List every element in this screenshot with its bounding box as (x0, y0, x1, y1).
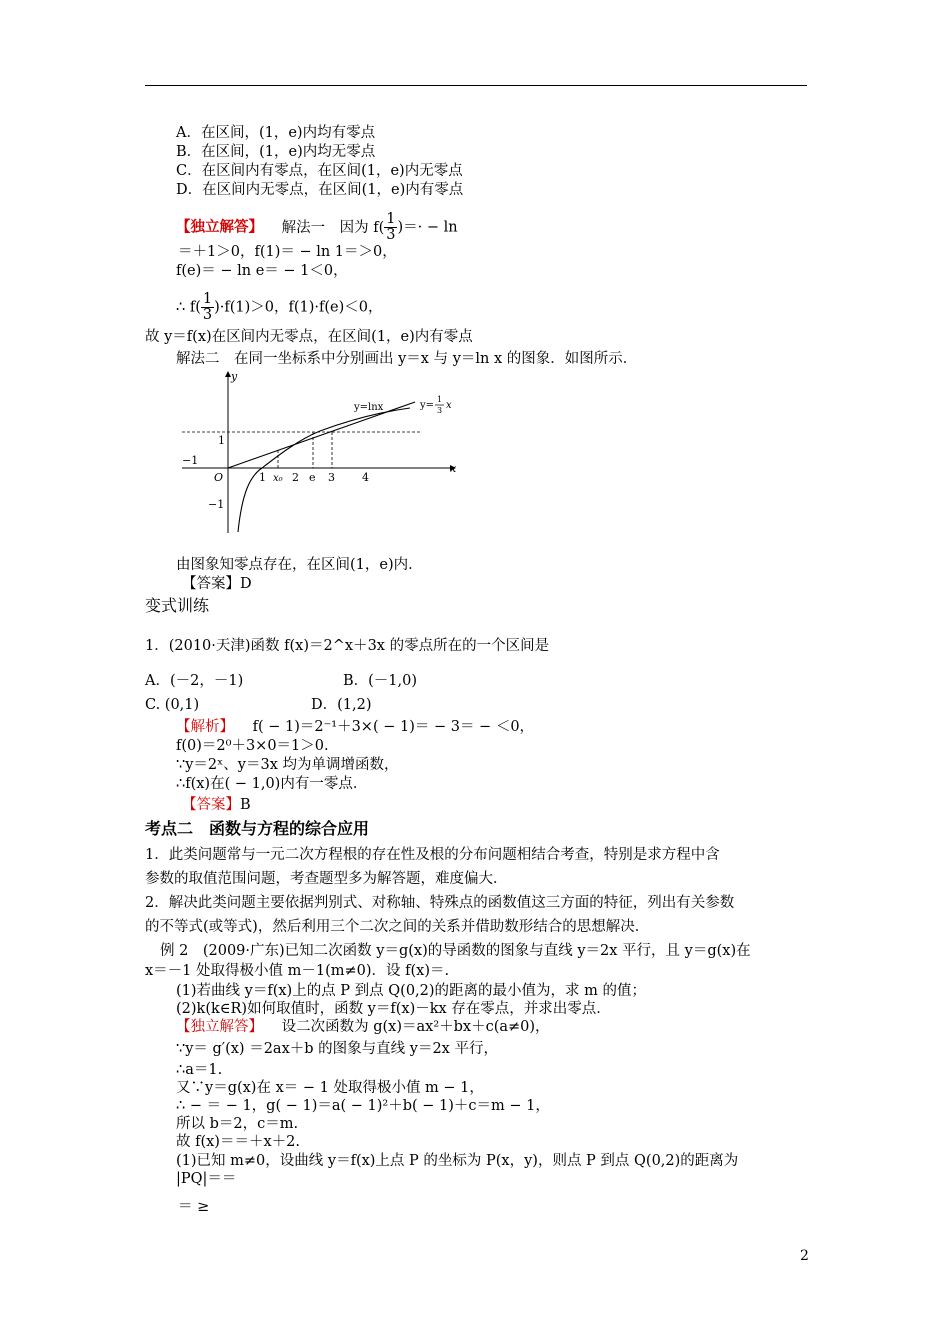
solution-2-line-1: 【独立解答】 设二次函数为 g(x)＝ax²＋bx＋c(a≠0)， (176, 1019, 550, 1035)
ex-option-d: D．(1,2) (311, 697, 372, 713)
analysis-tag: 【解析】 (176, 719, 234, 735)
conclusion-line: 故 y＝f(x)在区间内无零点，在区间(1，e)内有零点 (145, 329, 473, 345)
solution-2-line-9: |PQ|＝＝ (176, 1171, 237, 1187)
solution-2-line-3: ∴a＝1. (176, 1062, 223, 1078)
x-tick-2: 2 (292, 471, 299, 484)
solution-line-3: f(e)＝ − ln e＝ − 1＜0， (176, 263, 348, 279)
answer-d: 【答案】D (182, 576, 252, 592)
solution-2-line-6: 所以 b＝2，c＝m. (176, 1116, 299, 1132)
ex-option-b: B．(－1,0) (343, 673, 418, 689)
solution-2-line-2: ∵y＝ g′(x) ＝2ax＋b 的图象与直线 y＝2x 平行， (176, 1041, 498, 1057)
option-a: A．在区间，(1，e)内均有零点 (176, 125, 376, 141)
answer-b-value: B (240, 797, 251, 813)
x-tick-e: e (309, 471, 316, 484)
method-one-tail: )＝· − ln (397, 219, 458, 236)
solution-2-line-7: 故 f(x)＝＝＋x＋2. (176, 1134, 300, 1150)
ex-option-c: C. (0,1) (145, 697, 200, 713)
origin-label: O (214, 471, 224, 484)
solution-2-line-10: ＝ ≥ (178, 1199, 210, 1215)
graph-conclusion: 由图象知零点存在，在区间(1，e)内． (176, 557, 423, 573)
option-c: C．在区间内有零点，在区间(1，e)内无零点 (176, 163, 463, 179)
example-2-part-2: (2)k(k∈R)如何取值时，函数 y＝f(x)－kx 存在零点，并求出零点． (176, 1001, 611, 1017)
fraction-one-third-2: $\frac{1}{3}$ (202, 291, 213, 323)
y-axis-label: y (231, 370, 238, 383)
independent-answer-tag: 【独立解答】 (176, 218, 263, 236)
page-number: 2 (800, 1248, 809, 1264)
x-tick-3: 3 (328, 471, 335, 484)
solution-line-4: ∴ f( $\frac{1}{3}$ )·f(1)＞0，f(1)·f(e)＜0， (176, 291, 383, 323)
example-2-part-1: (1)若曲线 y＝f(x)上的点 P 到点 Q(0,2)的距离的最小值为，求 m 的值； (176, 983, 647, 999)
example-2-line-1: 例 2 (2009·广东)已知二次函数 y＝g(x)的导函数的图象与直线 y＝2x 平行，且 y＝g(x)在 (160, 943, 751, 959)
answer-tag: 【答案】 (182, 797, 240, 813)
exercise-1: 1．(2010·天津)函数 f(x)＝2^x＋3x 的零点所在的一个区间是 (145, 638, 550, 654)
x-tick-neg1: −1 (182, 454, 199, 467)
solution-line-1 (176, 212, 458, 243)
answer-b-line (182, 796, 251, 814)
fraction-one-third: $\frac{1}{3}$ (386, 211, 396, 243)
line-label-x: x (446, 400, 452, 411)
analysis-line-4: ∴f(x)在( − 1,0)内有一零点． (176, 776, 368, 792)
analysis-line-1: 【解析】 f( − 1)＝2⁻¹＋3×( − 1)＝ − 3＝ − ＜0， (176, 719, 535, 735)
example-2-line-2: x＝－1 处取得极小值 m－1(m≠0)．设 f(x)＝. (145, 963, 450, 979)
section-key-point-2: 考点二 函数与方程的综合应用 (145, 819, 370, 838)
paragraph-2-line-2: 的不等式(或等式)，然后利用三个二次之间的关系并借助数形结合的思想解决． (145, 919, 650, 935)
paragraph-2-line-1: 2．解决此类问题主要依据判别式、对称轴、特殊点的函数值这三方面的特征，列出有关参数 (145, 895, 735, 911)
method-one-text: 解法一 因为 f( (281, 219, 385, 236)
solution-2-line-5: ∴ − ＝ − 1，g( − 1)＝a( − 1)²＋b( − 1)＋c＝m − 1， (176, 1098, 550, 1114)
x-tick-1: 1 (259, 471, 266, 484)
y-tick-1: 1 (218, 434, 225, 447)
ln-curve (238, 408, 410, 532)
x-axis-label: x (450, 462, 457, 475)
option-d: D．在区间内无零点，在区间(1，e)内有零点 (176, 182, 464, 198)
y-tick-neg1: −1 (208, 498, 225, 511)
analysis-line-2: f(0)＝2⁰＋3×0＝1＞0. (176, 738, 329, 754)
ex-option-a: A．(－2，－1) (145, 673, 244, 689)
x-tick-4: 4 (362, 471, 369, 484)
lnx-label: y=lnx (354, 402, 384, 413)
method-two-line: 解法二 在同一坐标系中分别画出 y＝x 与 y＝ln x 的图象．如图所示． (176, 351, 638, 367)
header-rule (145, 85, 807, 86)
section-variant-training: 变式训练 (145, 596, 210, 615)
line-label-den: 3 (437, 406, 443, 415)
line-label-prefix: y= (420, 400, 435, 411)
paragraph-1-line-2: 参数的取值范围问题，考查题型多为解答题，难度偏大． (145, 871, 508, 887)
line-x-over-3 (228, 402, 415, 468)
line-label-num: 1 (437, 395, 443, 404)
independent-answer-tag-2: 【独立解答】 (176, 1019, 263, 1035)
solution-2-line-4: 又∵y＝g(x)在 x＝ − 1 处取得极小值 m − 1， (176, 1080, 484, 1096)
function-graph (170, 368, 470, 538)
solution-2-line-8: (1)已知 m≠0，设曲线 y＝f(x)上点 P 的坐标为 P(x，y)，则点 P 到点 Q(0,2)的距离为 (176, 1153, 739, 1169)
analysis-line-3: ∵y＝2ˣ、y＝3x 均为单调增函数， (176, 757, 399, 773)
x-tick-x0: x₀ (273, 473, 283, 484)
option-b: B．在区间，(1，e)内均无零点 (176, 144, 376, 160)
paragraph-1-line-1: 1．此类问题常与一元二次方程根的存在性及根的分布问题相结合考查，特别是求方程中含 (145, 847, 720, 863)
solution-line-2: ＝＋1＞0，f(1)＝ − ln 1＝＞0， (178, 244, 397, 260)
